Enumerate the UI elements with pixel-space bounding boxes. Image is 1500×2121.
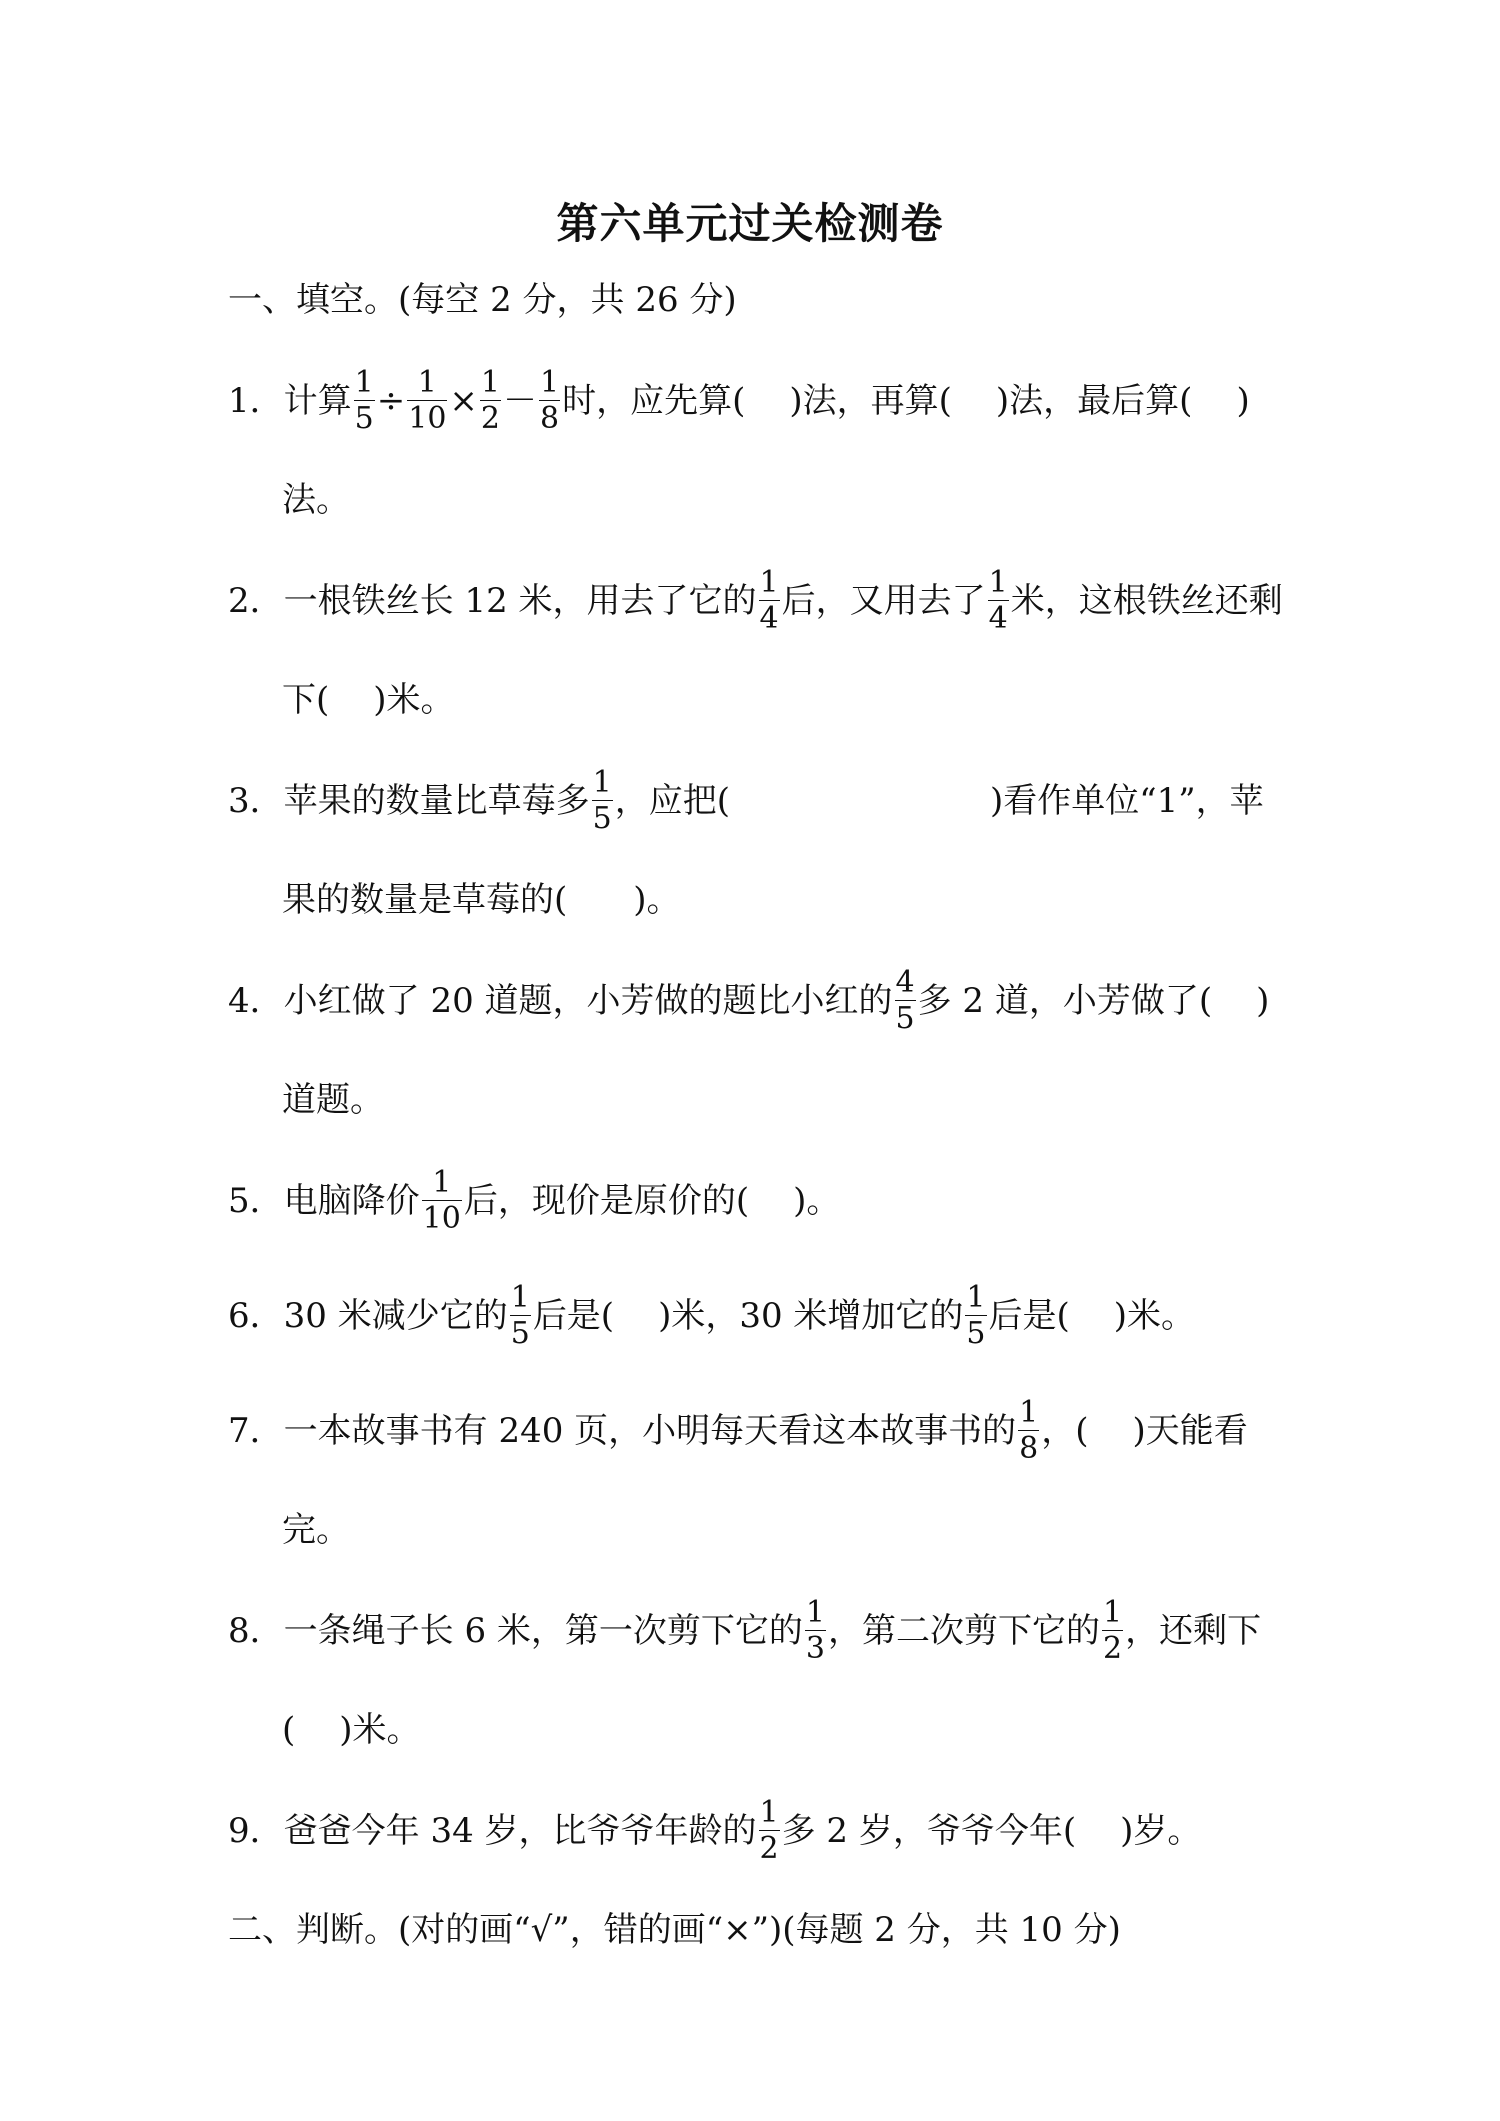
question-text: )法，再算( bbox=[789, 381, 952, 421]
question-text: )米。 bbox=[1113, 1296, 1196, 1336]
question-text: )岁。 bbox=[1120, 1811, 1202, 1851]
fraction: $\frac{1}{4}$ bbox=[988, 565, 1008, 636]
question-text: 电脑降价 bbox=[283, 1181, 420, 1221]
question-6 bbox=[228, 1280, 1288, 1351]
section1-heading: 一、填空。(每空 2 分，共 26 分) bbox=[228, 280, 737, 320]
question-text: 爸爸今年 34 岁，比爷爷年龄的 bbox=[283, 1811, 757, 1851]
question-number: 2． bbox=[228, 581, 284, 621]
question-text: 后，现价是原价的( bbox=[463, 1181, 750, 1221]
fraction: $\frac{1}{5}$ bbox=[966, 1280, 986, 1351]
fraction: $\frac{1}{8}$ bbox=[1019, 1395, 1039, 1466]
question-text: 多 2 道，小芳做了( bbox=[917, 981, 1213, 1021]
question-text: ，还剩下 bbox=[1125, 1611, 1262, 1651]
operator: ÷ bbox=[376, 381, 406, 421]
question-text: 一根铁丝长 12 米，用去了它的 bbox=[283, 581, 757, 621]
question-text: 后，又用去了 bbox=[781, 581, 986, 621]
question-text: 下( bbox=[282, 680, 330, 720]
question-text: ，第二次剪下它的 bbox=[827, 1611, 1100, 1651]
question-4 bbox=[228, 965, 1288, 1036]
operator: × bbox=[449, 381, 478, 421]
fraction: $\frac{1}{2}$ bbox=[1102, 1595, 1123, 1666]
question-text: 苹果的数量比草莓多 bbox=[283, 781, 590, 821]
question-number: 8． bbox=[228, 1611, 284, 1651]
fraction: $\frac{1}{8}$ bbox=[540, 365, 560, 436]
fraction: $\frac{1}{5}$ bbox=[354, 365, 374, 436]
question-text: )。 bbox=[633, 880, 681, 920]
question-text: 米，这根铁丝还剩 bbox=[1010, 581, 1283, 621]
question-7 bbox=[228, 1395, 1288, 1466]
question-text: )米。 bbox=[373, 680, 455, 720]
question-text: ，( bbox=[1041, 1411, 1089, 1451]
question-4-continued: 道题。 bbox=[282, 1080, 384, 1120]
fraction: $\frac{4}{5}$ bbox=[895, 965, 915, 1036]
question-9 bbox=[228, 1795, 1288, 1866]
question-2 bbox=[228, 565, 1288, 636]
question-text: ，应把( bbox=[614, 781, 730, 821]
operator: － bbox=[503, 381, 538, 421]
question-2-continued bbox=[282, 670, 1342, 730]
question-text: 一条绳子长 6 米，第一次剪下它的 bbox=[283, 1611, 803, 1651]
question-number: 1． bbox=[228, 381, 284, 421]
question-text: )天能看 bbox=[1132, 1411, 1248, 1451]
question-text: 果的数量是草莓的( bbox=[282, 880, 568, 920]
question-1 bbox=[228, 365, 1288, 436]
fraction: $\frac{1}{5}$ bbox=[592, 765, 612, 836]
question-3 bbox=[228, 765, 1288, 836]
question-text: 后是( bbox=[532, 1296, 615, 1336]
question-text: 多 2 岁，爷爷今年( bbox=[781, 1811, 1077, 1851]
question-text: ) bbox=[1256, 981, 1270, 1021]
question-text: 30 米减少它的 bbox=[283, 1296, 508, 1336]
question-text: )米。 bbox=[339, 1710, 421, 1750]
question-text: 计算 bbox=[283, 381, 352, 421]
question-8-continued bbox=[282, 1700, 1342, 1760]
fraction: $\frac{1}{4}$ bbox=[759, 565, 779, 636]
fraction: $\frac{1}{10}$ bbox=[408, 365, 447, 436]
question-number: 7． bbox=[228, 1411, 284, 1451]
fraction: $\frac{1}{10}$ bbox=[422, 1165, 461, 1236]
question-number: 4． bbox=[228, 981, 284, 1021]
question-text: 时，应先算( bbox=[562, 381, 746, 421]
fraction: $\frac{1}{2}$ bbox=[480, 365, 501, 436]
question-text: )看作单位“1”，苹 bbox=[990, 781, 1264, 821]
question-number: 6． bbox=[228, 1296, 284, 1336]
fraction: $\frac{1}{5}$ bbox=[510, 1280, 530, 1351]
fraction: $\frac{1}{2}$ bbox=[759, 1795, 779, 1866]
question-text: ) bbox=[1236, 381, 1250, 421]
question-3-continued bbox=[282, 870, 1342, 930]
question-text: )法，最后算( bbox=[995, 381, 1193, 421]
question-text: )。 bbox=[793, 1181, 841, 1221]
question-number: 3． bbox=[228, 781, 284, 821]
question-8 bbox=[228, 1595, 1288, 1666]
question-text: ( bbox=[282, 1710, 296, 1750]
question-text: 后是( bbox=[988, 1296, 1070, 1336]
question-number: 9． bbox=[228, 1811, 284, 1851]
question-text: 小红做了 20 道题，小芳做的题比小红的 bbox=[283, 981, 893, 1021]
question-5 bbox=[228, 1165, 1288, 1236]
question-1-continued: 法。 bbox=[282, 480, 350, 520]
question-text: )米，30 米增加它的 bbox=[658, 1296, 964, 1336]
section2-heading: 二、判断。(对的画“√”，错的画“×”)(每题 2 分，共 10 分) bbox=[228, 1910, 1121, 1950]
question-text: 一本故事书有 240 页，小明每天看这本故事书的 bbox=[283, 1411, 1017, 1451]
question-7-continued: 完。 bbox=[282, 1510, 350, 1550]
question-number: 5． bbox=[228, 1181, 284, 1221]
fraction: $\frac{1}{3}$ bbox=[805, 1595, 825, 1666]
page-title: 第六单元过关检测卷 bbox=[556, 199, 944, 248]
